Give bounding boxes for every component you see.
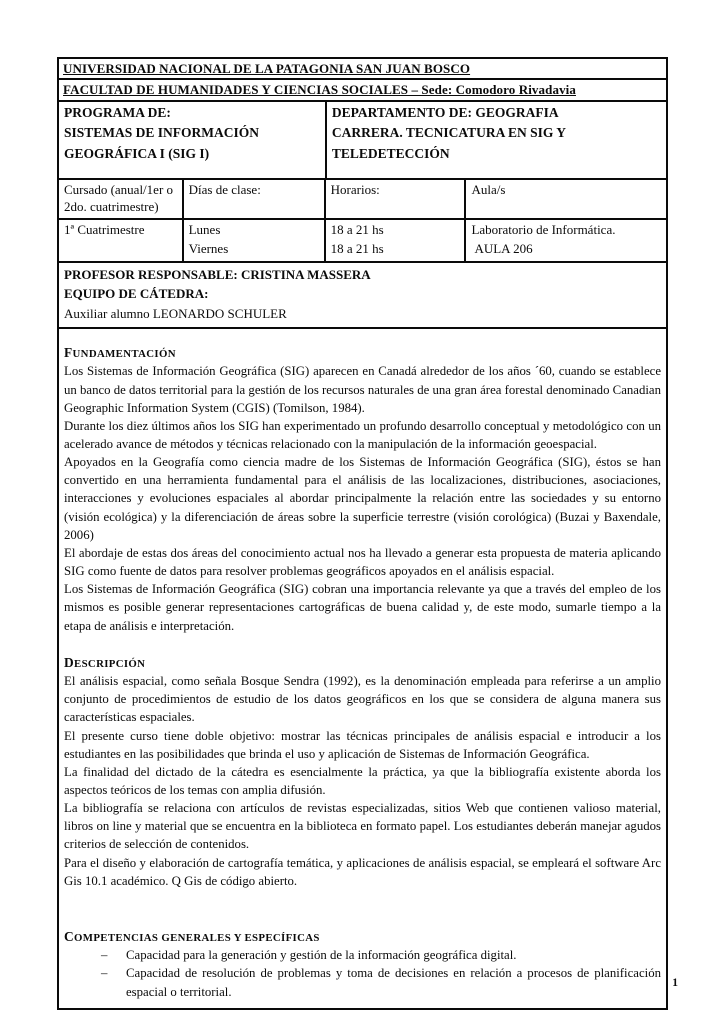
paragraph: Los Sistemas de Información Geográfica (SIG) aparecen en Canadá alrededor de los años ´60, cuando se establece un banco de datos territorial para la gestión de los recursos naturales de una gran área forestal denominado Canadian Geographic Information System (CGIS) (Tomilson, 1984). [64, 364, 661, 415]
class-time: 18 a 21 hs [330, 221, 384, 237]
dash-bullet: – [101, 966, 108, 981]
staff-row [59, 261, 666, 328]
page-number: 1 [672, 977, 678, 989]
schedule-aula-value [464, 220, 666, 261]
department-line: TELEDETECCIÓN [331, 145, 450, 161]
classroom-line: AULA 206 [474, 240, 533, 256]
department-line: DEPARTAMENTO DE: GEOGRAFIA [331, 105, 559, 120]
program-line: PROGRAMA DE: [64, 105, 171, 120]
department-cell [325, 102, 666, 178]
paragraph: El presente curso tiene doble objetivo: mostrar las técnicas principales de análisis espacial e introducir a los estudiantes en las posibilidades que brinda el uso y aplicación de Sistemas de Información Geográfica. [64, 728, 661, 761]
list-item [64, 946, 661, 964]
list-item-text: Capacidad de resolución de problemas y toma de decisiones en relación a procesos de planificación espacial o territorial. [126, 966, 661, 999]
list-item-text: Capacidad para la generación y gestión de la información geográfica digital. [126, 948, 517, 963]
paragraph: Para el diseño y elaboración de cartografía temática, y aplicaciones de análisis espacial, se empleará el software Arc Gis 10.1 académico. Q Gis de código abierto. [64, 855, 661, 888]
class-day: Viernes [188, 240, 229, 256]
schedule-data-row [59, 218, 666, 261]
section-title-fundamentacion: FUNDAMENTACIÓN [64, 345, 176, 361]
paragraph: Apoyados en la Geografía como ciencia madre de los Sistemas de Información Geográfica (SIG), éstos se han convertido en una herramienta fundamental para el análisis de las localizaciones, distribuciones, asociaciones, interacciones y evoluciones espaciales al abordar principalmente la relación entre las sociedades y su entorno (visión ecológica) y la diferenciación de áreas sobre la superficie terrestre (visión corológica) (Buzai y Baxendale, 2006) [64, 455, 661, 542]
schedule-dias-value [182, 220, 324, 261]
university-title: UNIVERSIDAD NACIONAL DE LA PATAGONIA SAN JUAN BOSCO [63, 61, 471, 76]
program-department-row [59, 100, 666, 178]
course-program-table [57, 57, 668, 1010]
schedule-cursado-value: 1ª Cuatrimestre [64, 221, 145, 237]
paragraph: La finalidad del dictado de la cátedra es esencialmente la práctica, ya que la bibliografía existente aborda los aspectos teóricos de los temas con amplia difusión. [64, 764, 661, 797]
schedule-header-aula: Aula/s [464, 180, 666, 218]
schedule-horarios-value [324, 220, 465, 261]
program-line: GEOGRÁFICA I (SIG I) [64, 145, 210, 161]
team-line: EQUIPO DE CÁTEDRA: [64, 286, 209, 302]
list-item [64, 964, 661, 1000]
section-title-descripcion: DESCRIPCIÓN [64, 654, 146, 670]
document-body [59, 327, 666, 1008]
class-day: Lunes [188, 221, 221, 237]
paragraph: Los Sistemas de Información Geográfica (SIG) cobran una importancia relevante ya que a través del empleo de los mismos es posible generar representaciones cartográficas de buena calidad y, de este modo, sumarle tiempo a la etapa de análisis e interpretación. [64, 582, 661, 633]
program-line: SISTEMAS DE INFORMACIÓN [64, 125, 260, 141]
paragraph: El análisis espacial, como señala Bosque Sendra (1992), es la denominación empleada para referirse a un amplio conjunto de procedimientos de estudio de los datos geográficos en los que se considera de alguna manera sus características espaciales. [64, 674, 661, 725]
class-time: 18 a 21 hs [330, 240, 384, 256]
paragraph: La bibliografía se relaciona con artículos de revistas especializadas, sitios Web que contienen valioso material, libros on line y material que se encuentra en la biblioteca en formato papel. Los estudiantes deberán manejar agudos criterios de selección de contenidos. [64, 801, 661, 852]
department-line: CARRERA. TECNICATURA EN SIG Y [331, 125, 567, 141]
professor-line: PROFESOR RESPONSABLE: CRISTINA MASSERA [64, 266, 371, 282]
paragraph: Durante los diez últimos años los SIG han experimentado un profundo desarrollo conceptual y metodológico con un acelerado avance de métodos y técnicas relacionado con la manipulación de la información geoespacial. [64, 418, 661, 451]
program-cell [59, 102, 325, 178]
schedule-header-row [59, 178, 666, 218]
schedule-header-dias: Días de clase: [182, 180, 324, 218]
faculty-title: FACULTAD DE HUMANIDADES Y CIENCIAS SOCIALES – Sede: Comodoro Rivadavia [59, 78, 666, 100]
section-title-competencias: COMPETENCIAS GENERALES Y ESPECÍFICAS [64, 928, 320, 944]
classroom-line: Laboratorio de Informática. [471, 221, 616, 237]
paragraph: El abordaje de estas dos áreas del conocimiento actual nos ha llevado a generar esta propuesta de materia aplicando SIG como fuente de datos para resolver problemas geográficos apoyados en el análisis espacial. [64, 545, 661, 579]
assistant-line: Auxiliar alumno LEONARDO SCHULER [64, 305, 287, 321]
schedule-header-cursado: Cursado (anual/1er o 2do. cuatrimestre) [64, 181, 174, 215]
dash-bullet: – [101, 948, 108, 963]
schedule-header-horarios: Horarios: [324, 180, 465, 218]
